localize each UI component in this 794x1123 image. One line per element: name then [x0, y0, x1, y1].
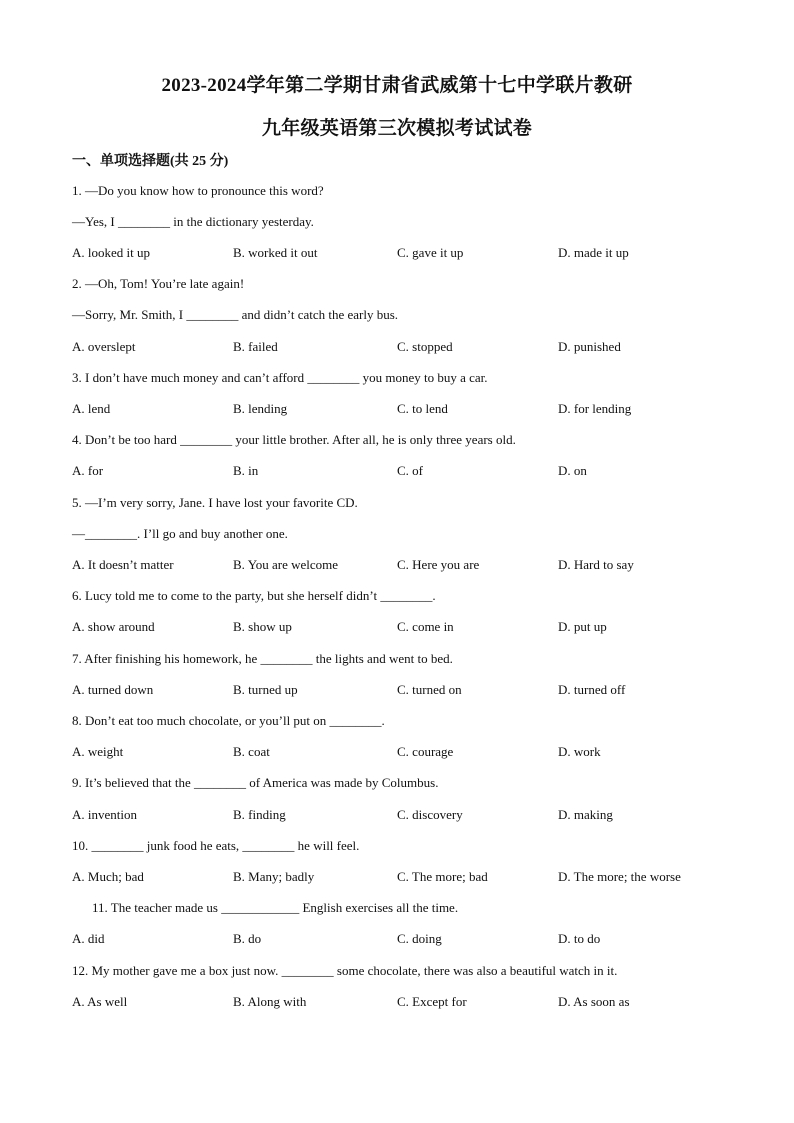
- question-7-option-d: D. turned off: [558, 682, 626, 697]
- section-heading: 一、单项选择题(共 25 分): [72, 154, 229, 169]
- question-8-option-a: A. weight: [72, 744, 124, 759]
- question-3-option-c: C. to lend: [397, 401, 448, 416]
- question-7-option-a: A. turned down: [72, 682, 154, 697]
- exam-title-line2: 九年级英语第三次模拟考试试卷: [261, 118, 533, 139]
- question-2-answer-line: —Sorry, Mr. Smith, I ________ and didn’t catch the early bus.: [72, 307, 399, 322]
- question-9-option-b: B. finding: [233, 807, 286, 822]
- question-5-option-d: D. Hard to say: [558, 557, 634, 572]
- question-1-option-c: C. gave it up: [397, 245, 464, 260]
- question-12-option-b: B. Along with: [233, 994, 307, 1009]
- question-12-option-d: D. As soon as: [558, 994, 630, 1009]
- question-9-option-c: C. discovery: [397, 807, 463, 822]
- question-2-option-a: A. overslept: [72, 339, 136, 354]
- question-11-option-d: D. to do: [558, 931, 601, 946]
- exam-title-line1: 2023-2024学年第二学期甘肃省武威第十七中学联片教研: [161, 75, 633, 96]
- question-8-option-c: C. courage: [397, 744, 454, 759]
- question-2-option-c: C. stopped: [397, 339, 453, 354]
- question-2-stem: 2. —Oh, Tom! You’re late again!: [72, 276, 245, 291]
- question-1-option-b: B. worked it out: [233, 245, 318, 260]
- question-8-stem: 8. Don’t eat too much chocolate, or you’ll put on ________.: [72, 713, 385, 728]
- question-10-option-a: A. Much; bad: [72, 869, 144, 884]
- question-8-option-d: D. work: [558, 744, 601, 759]
- question-11-stem: 11. The teacher made us ____________ English exercises all the time.: [92, 900, 459, 915]
- question-1-answer-line: —Yes, I ________ in the dictionary yesterday.: [72, 214, 314, 229]
- question-9-option-a: A. invention: [72, 807, 137, 822]
- question-4-option-b: B. in: [233, 463, 259, 478]
- question-4-option-a: A. for: [72, 463, 104, 478]
- question-9-option-d: D. making: [558, 807, 613, 822]
- question-6-stem: 6. Lucy told me to come to the party, but she herself didn’t ________.: [72, 588, 436, 603]
- question-7-option-c: C. turned on: [397, 682, 462, 697]
- question-4-stem: 4. Don’t be too hard ________ your little brother. After all, he is only three years old.: [72, 432, 516, 447]
- question-7-option-b: B. turned up: [233, 682, 298, 697]
- question-6-option-d: D. put up: [558, 619, 607, 634]
- question-4-option-c: C. of: [397, 463, 423, 478]
- question-12-option-c: C. Except for: [397, 994, 467, 1009]
- question-10-option-d: D. The more; the worse: [558, 869, 681, 884]
- question-12-stem: 12. My mother gave me a box just now. ________ some chocolate, there was also a beautiful watch in it.: [72, 963, 618, 978]
- question-11-option-c: C. doing: [397, 931, 442, 946]
- question-10-option-b: B. Many; badly: [233, 869, 315, 884]
- question-10-option-c: C. The more; bad: [397, 869, 488, 884]
- question-5-stem: 5. —I’m very sorry, Jane. I have lost your favorite CD.: [72, 495, 358, 510]
- question-4-option-d: D. on: [558, 463, 587, 478]
- question-8-option-b: B. coat: [233, 744, 270, 759]
- question-2-option-d: D. punished: [558, 339, 621, 354]
- question-11-option-a: A. did: [72, 931, 105, 946]
- question-3-stem: 3. I don’t have much money and can’t afford ________ you money to buy a car.: [72, 370, 488, 385]
- question-5-option-c: C. Here you are: [397, 557, 480, 572]
- question-1-option-d: D. made it up: [558, 245, 629, 260]
- question-11-option-b: B. do: [233, 931, 262, 946]
- question-10-stem: 10. ________ junk food he eats, ________ he will feel.: [72, 838, 360, 853]
- question-6-option-c: C. come in: [397, 619, 454, 634]
- question-1-stem: 1. —Do you know how to pronounce this word?: [72, 183, 324, 198]
- question-12-option-a: A. As well: [72, 994, 128, 1009]
- question-5-option-b: B. You are welcome: [233, 557, 339, 572]
- question-6-option-b: B. show up: [233, 619, 292, 634]
- question-7-stem: 7. After finishing his homework, he ________ the lights and went to bed.: [72, 651, 453, 666]
- question-1-option-a: A. looked it up: [72, 245, 150, 260]
- question-3-option-a: A. lend: [72, 401, 111, 416]
- question-5-option-a: A. It doesn’t matter: [72, 557, 174, 572]
- question-6-option-a: A. show around: [72, 619, 155, 634]
- question-2-option-b: B. failed: [233, 339, 278, 354]
- question-3-option-b: B. lending: [233, 401, 288, 416]
- question-9-stem: 9. It’s believed that the ________ of America was made by Columbus.: [72, 775, 439, 790]
- question-5-answer-line: —________. I’ll go and buy another one.: [72, 526, 288, 541]
- question-3-option-d: D. for lending: [558, 401, 632, 416]
